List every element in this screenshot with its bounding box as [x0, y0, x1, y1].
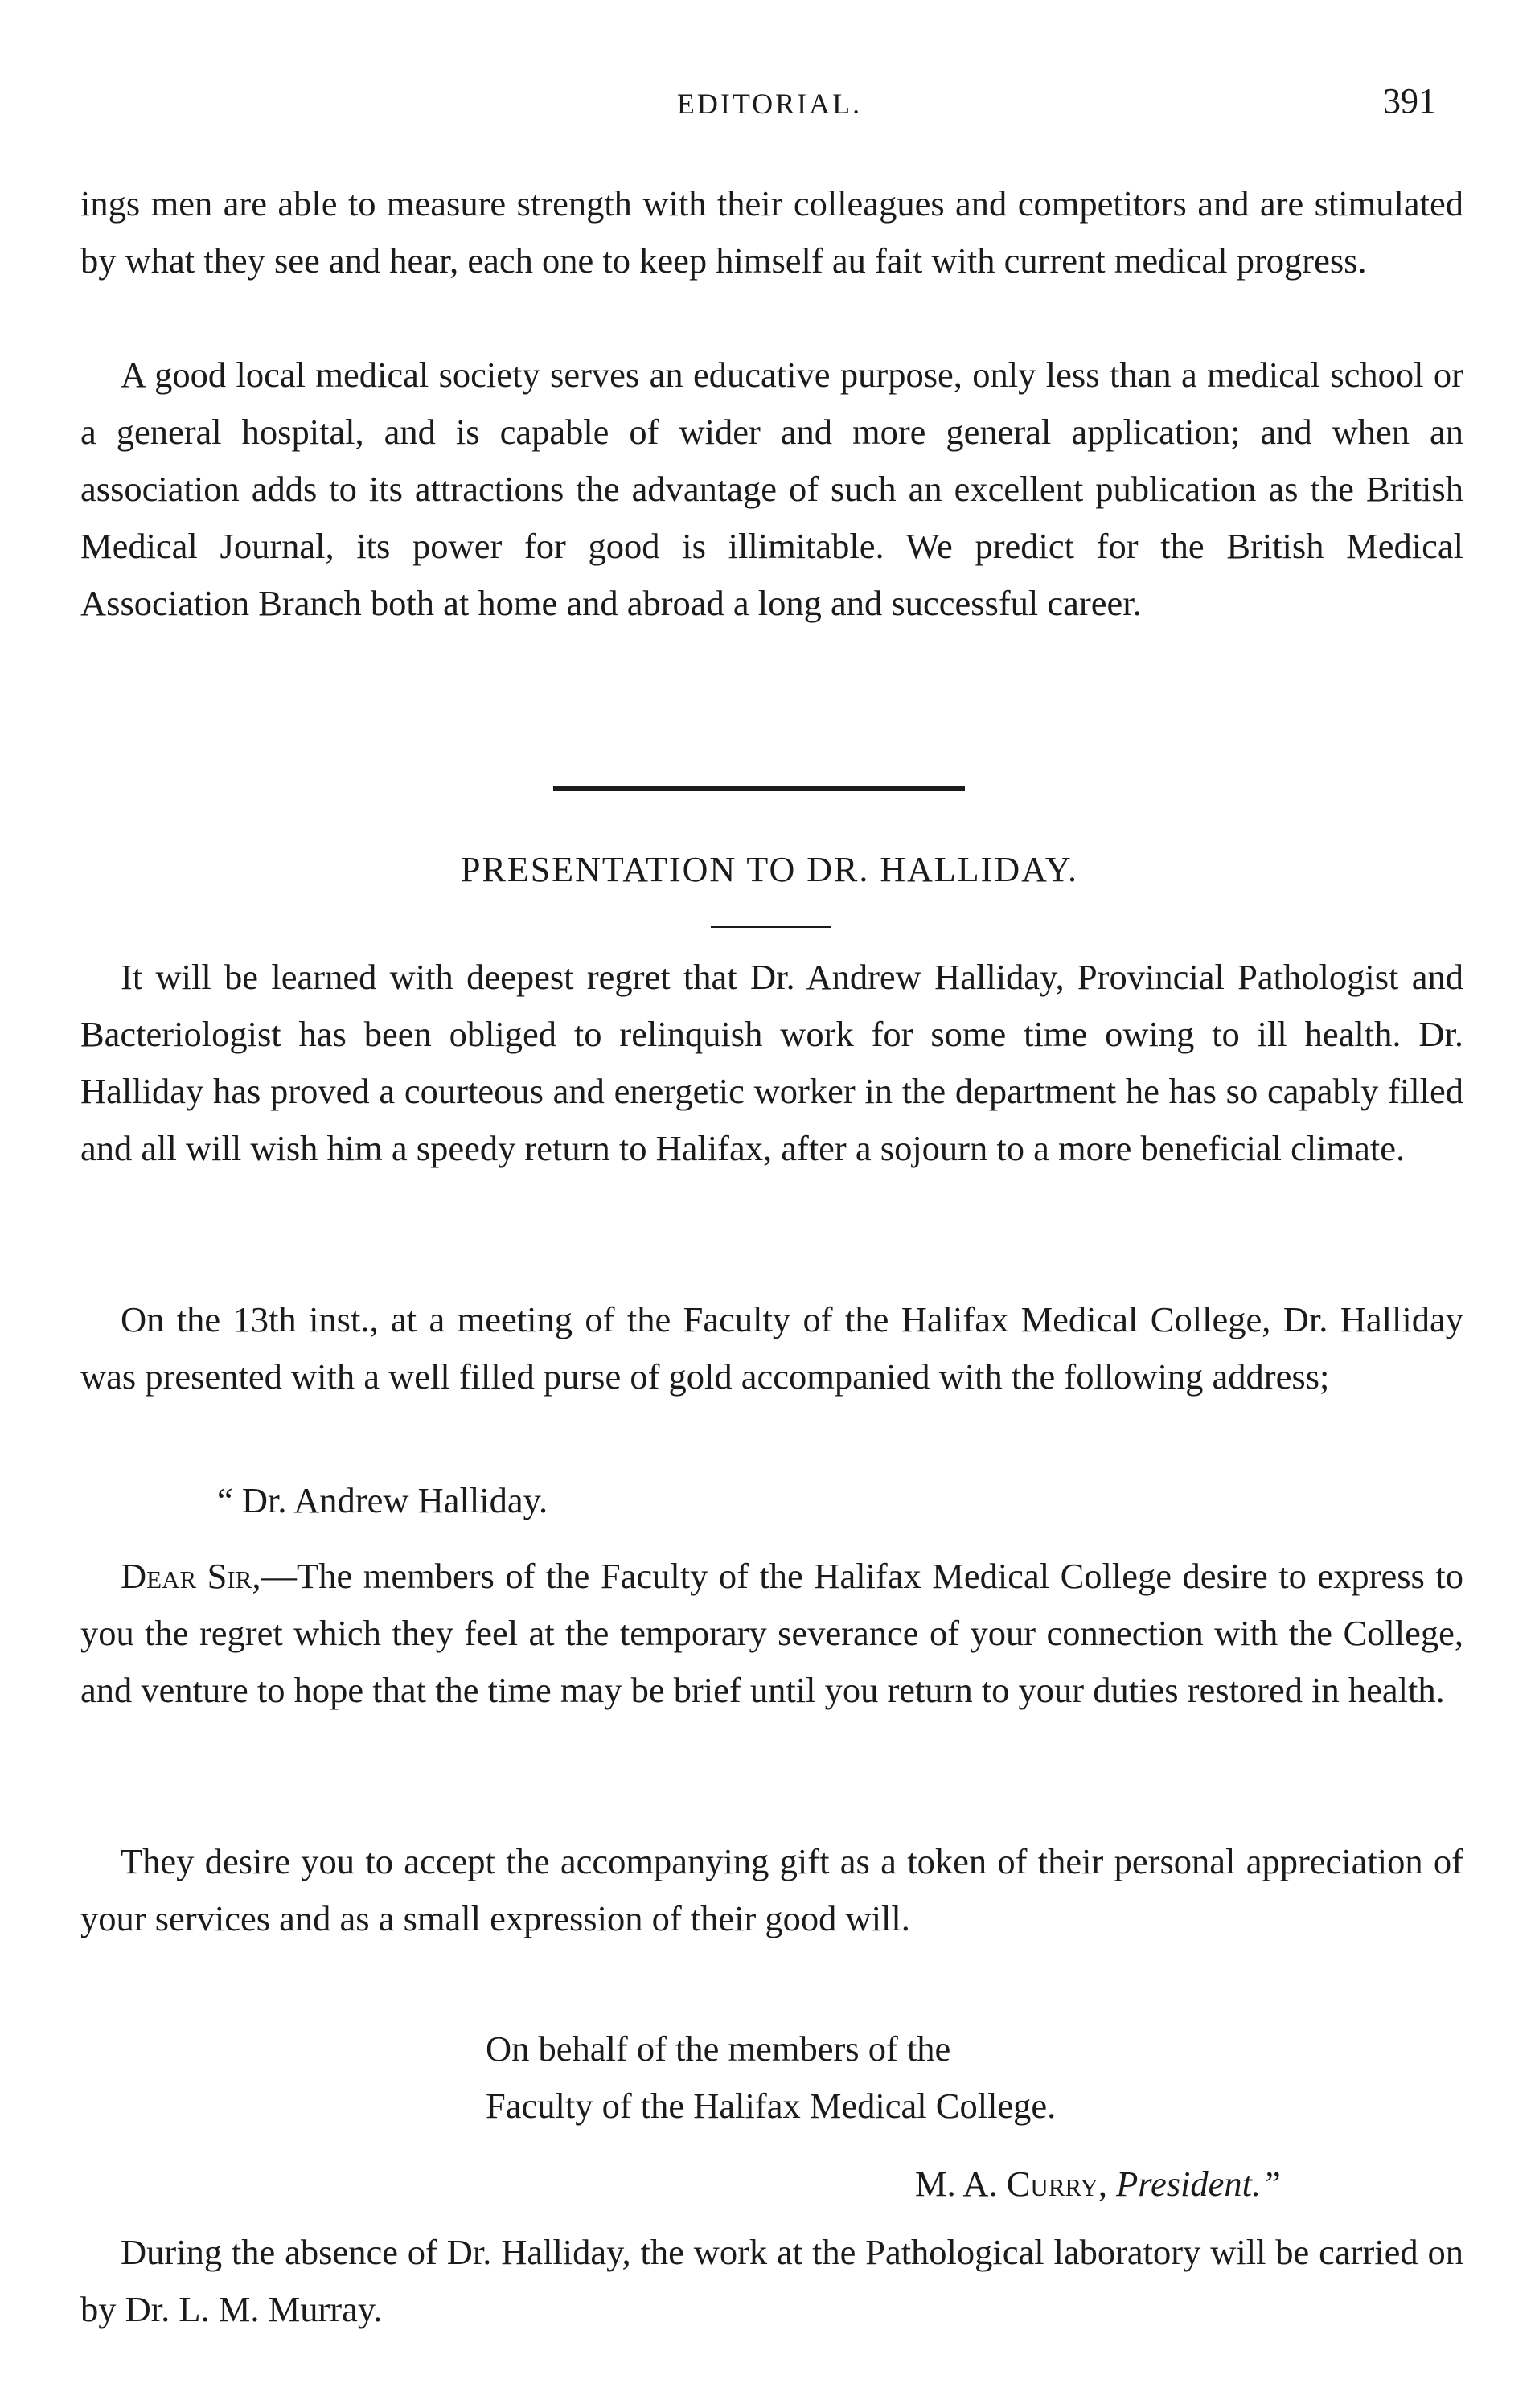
editorial-paragraph-1	[80, 175, 1463, 289]
letter-closing-line-1: On behalf of the members of the	[486, 2029, 951, 2069]
article-paragraph-3	[80, 2224, 1463, 2338]
signer-name: M. A. Curry,	[915, 2164, 1107, 2204]
article-paragraph-1	[80, 949, 1463, 1177]
letter-paragraph-1	[80, 1548, 1463, 1719]
page-number: 391	[1383, 81, 1436, 121]
letter-paragraph-1-text: —The members of the Faculty of the Halifax Medical College desire to express to you the regret which they feel at the temporary severance of your connection with the College, and venture to hope that the time may be brief until you return to your duties restored in health.	[80, 1556, 1463, 1710]
heading-underline	[711, 926, 831, 928]
editorial-paragraph-1-text: ings men are able to measure strength with their colleagues and competitors and are stimulated by what they see and hear, each one to keep himself au fait with current medical progress.	[80, 183, 1463, 281]
section-heading: PRESENTATION TO DR. HALLIDAY.	[461, 850, 1078, 889]
editorial-paragraph-2-text: A good local medical society serves an educative purpose, only less than a medical school or a general hospital, and is capable of wider and more general application; and when an association adds to its attractions the advantage of such an excellent publication as the British Medical Journal, its power for good is illimitable. We predict for the British Medical Association Branch both at home and abroad a long and successful career.	[80, 355, 1463, 623]
letter-salutation: Dear Sir,	[121, 1556, 261, 1596]
article-paragraph-3-text: During the absence of Dr. Halliday, the work at the Pathological laboratory will be carried on by Dr. L. M. Murray.	[80, 2232, 1463, 2329]
letter-paragraph-2	[80, 1833, 1463, 1947]
article-paragraph-1-text: It will be learned with deepest regret that Dr. Andrew Halliday, Provincial Pathologist and Bacteriologist has been obliged to relinquish work for some time owing to ill health. Dr. Halliday has proved a courteous and energetic worker in the department he has so capably filled and all will wish him a speedy return to Halifax, after a sojourn to a more beneficial climate.	[80, 957, 1463, 1168]
address-recipient: “ Dr. Andrew Halliday.	[217, 1480, 548, 1520]
article-paragraph-2-text: On the 13th inst., at a meeting of the Faculty of the Halifax Medical College, Dr. Halliday was presented with a well filled purse of gold accompanied with the following address;	[80, 1299, 1463, 1397]
running-title: EDITORIAL.	[676, 88, 863, 120]
letter-signature	[915, 2163, 1281, 2205]
editorial-paragraph-2	[80, 347, 1463, 632]
article-paragraph-2	[80, 1291, 1463, 1405]
signer-title: President.”	[1116, 2164, 1281, 2204]
section-divider-thick	[553, 786, 965, 791]
letter-closing-line-2: Faculty of the Halifax Medical College.	[486, 2086, 1057, 2126]
letter-paragraph-2-text: They desire you to accept the accompanying gift as a token of their personal appreciation of your services and as a small expression of their good will.	[80, 1841, 1463, 1938]
